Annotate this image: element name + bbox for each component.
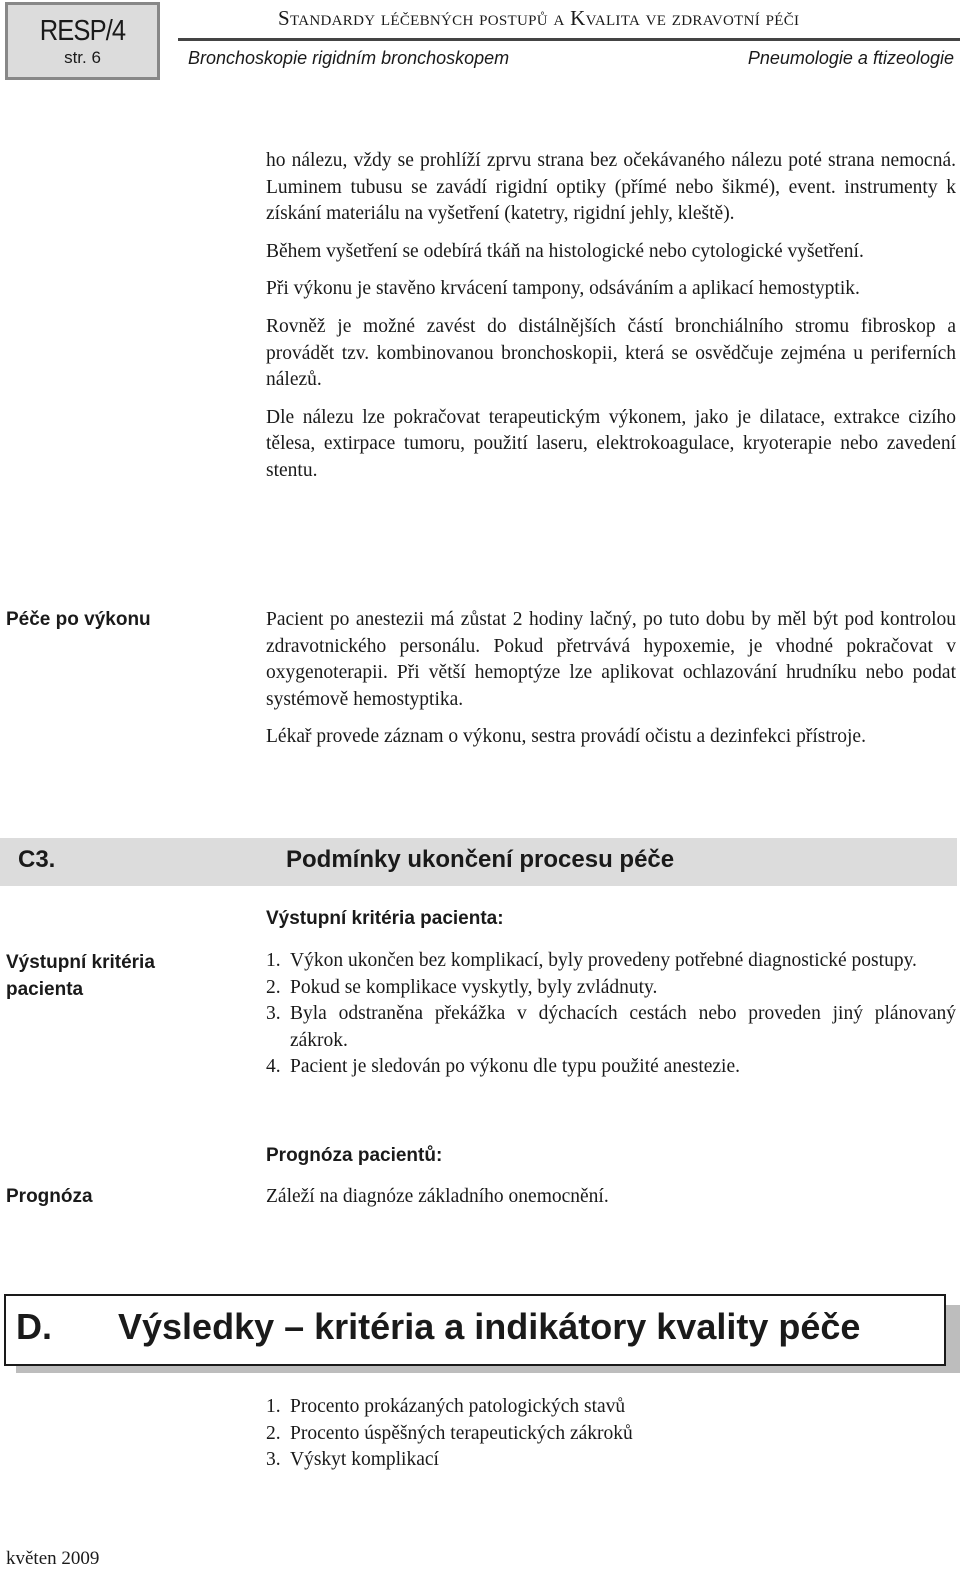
document-code: RESP/4: [39, 15, 126, 47]
header-rule: [178, 38, 960, 41]
paragraph: Rovněž je možné zavést do distálnějších částí bronchiálního stromu fibroskop a provádět tzv. kombinovanou bronchoskopii, která se osvědčuje zejména u periferních nálezů.: [266, 315, 956, 391]
intro-text: [266, 148, 956, 485]
section-d-number: D.: [16, 1306, 52, 1347]
list-text: Pacient je sledován po výkonu dle typu použité anestezie.: [290, 1056, 740, 1078]
list-item: [266, 1421, 956, 1448]
paragraph: Dle nálezu lze pokračovat terapeutickým výkonem, jako je dilatace, extrakce cizího tělesa, extirpace tumoru, použití laseru, elektrokoagulace, kryoterapie nebo zavedení stentu.: [266, 406, 956, 481]
list-number: 1.: [266, 950, 281, 971]
list-item: [266, 1394, 956, 1421]
prognosis-side-label: Prognóza: [6, 1186, 93, 1207]
list-item: [266, 1054, 956, 1081]
list-text: Byla odstraněna překážka v dýchacích cestách nebo proveden jiný plánovaný zákrok.: [290, 1003, 956, 1051]
list-item: [266, 1001, 956, 1054]
header-left-subtitle: Bronchoskopie rigidním bronchoskopem: [188, 48, 510, 68]
criteria-list: [266, 948, 956, 1081]
prognosis-heading: Prognóza pacientů:: [266, 1145, 443, 1166]
list-number: 2.: [266, 1422, 281, 1444]
section-c3-title: Podmínky ukončení procesu péče: [286, 846, 675, 873]
criteria-side-label: Výstupní kritéria pacienta: [6, 952, 155, 1000]
paragraph: Při výkonu je stavěno krvácení tampony, odsáváním a aplikací hemostyptik.: [266, 278, 860, 300]
care-side-label: Péče po výkonu: [6, 609, 151, 630]
section-c3-number: C3.: [18, 846, 56, 873]
paragraph: Během vyšetření se odebírá tkáň na histologické nebo cytologické vyšetření.: [266, 240, 864, 262]
list-item: [266, 1447, 956, 1474]
paragraph: Lékař provede záznam o výkonu, sestra provádí očistu a dezinfekci přístroje.: [266, 726, 866, 748]
list-text: Procento prokázaných patologických stavů: [290, 1396, 626, 1417]
list-text: Výkon ukončen bez komplikací, byly provedeny potřebné diagnostické postupy.: [290, 950, 917, 971]
list-text: Výskyt komplikací: [290, 1449, 439, 1471]
care-text: [266, 607, 956, 751]
header-title: Standardy léčebných postupů a Kvalita ve zdravotní péči: [278, 6, 800, 30]
list-number: 3.: [266, 1449, 281, 1471]
list-item: [266, 948, 956, 975]
list-text: Procento úspěšných terapeutických zákroků: [290, 1422, 633, 1444]
quality-indicators-list: [266, 1394, 956, 1474]
page-number: str. 6: [64, 48, 101, 67]
list-number: 2.: [266, 976, 281, 998]
list-text: Pokud se komplikace vyskytly, byly zvládnuty.: [290, 976, 658, 998]
section-d-title: Výsledky – kritéria a indikátory kvality péče: [118, 1306, 861, 1347]
list-number: 3.: [266, 1003, 281, 1025]
prognosis-text: Záleží na diagnóze základního onemocnění.: [266, 1186, 609, 1207]
document-code-box: [5, 2, 160, 80]
header-right-subtitle: Pneumologie a ftizeologie: [747, 48, 954, 68]
footer-date: květen 2009: [6, 1548, 100, 1569]
criteria-heading: Výstupní kritéria pacienta:: [266, 908, 504, 929]
paragraph: ho nálezu, vždy se prohlíží zprvu strana bez očekávaného nálezu poté strana nemocná. Luminem tubusu se zavádí rigidní optiky (přímé nebo šikmé), event. instrumenty k získání materiálu na vyšetření (katetry, rigidní jehly, kleště).: [266, 150, 956, 225]
list-number: 4.: [266, 1056, 281, 1078]
paragraph: Pacient po anestezii má zůstat 2 hodiny lačný, po tuto dobu by měl být pod kontrolou zdravotnického personálu. Pokud přetrvává hypoxemie, je vhodné pokračovat v oxygenoterapii. Při větší hemoptýze lze aplikovat ochlazování hrudníku nebo podat systémově hemostyptika.: [266, 609, 956, 710]
list-number: 1.: [266, 1396, 281, 1417]
list-item: [266, 975, 956, 1002]
